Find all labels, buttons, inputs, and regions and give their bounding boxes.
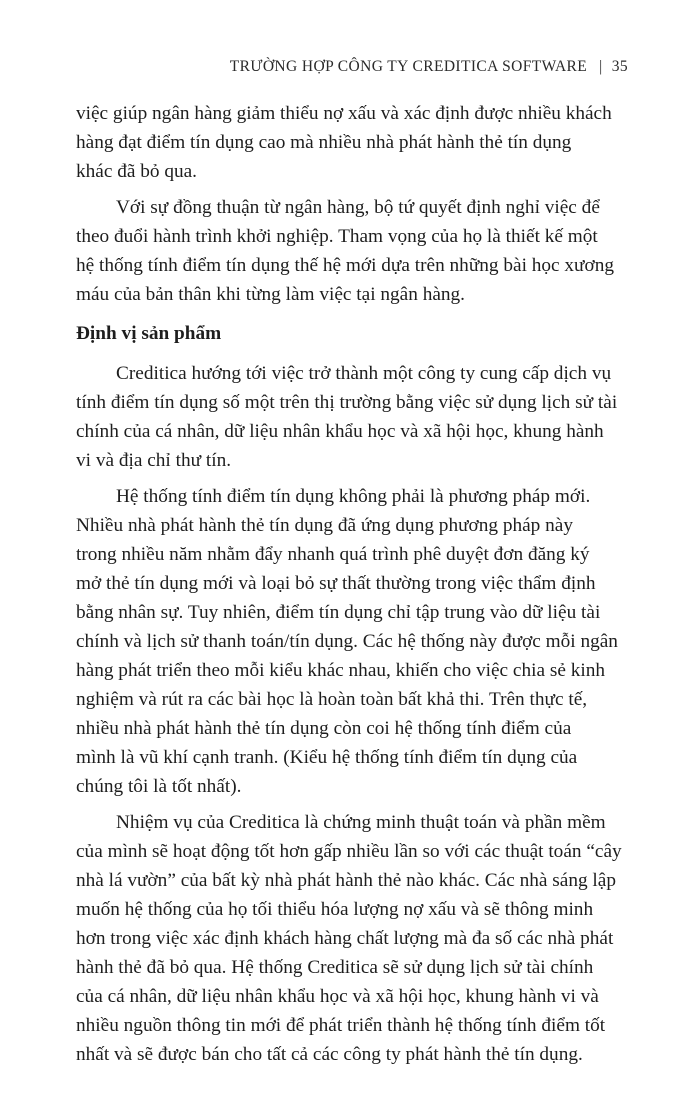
text-line: chính và lịch sử thanh toán/tín dụng. Các hệ thống này được mỗi ngân [76,631,618,652]
text-line: nghiệm và rút ra các bài học là hoàn toàn bất khả thi. Trên thực tế, [76,689,588,710]
text-line: mở thẻ tín dụng mới và loại bỏ sự thất thường trong việc thẩm định [76,573,596,594]
header-separator: | [599,58,603,75]
text-line: muốn hệ thống của họ tối thiểu hóa lượng nợ xấu và sẽ thông minh [76,899,594,920]
text-line: trong nhiều năm nhằm đẩy nhanh quá trình phê duyệt đơn đăng ký [76,544,590,565]
text-line: chúng tôi là tốt nhất). [76,776,242,797]
text-line: nhiều nhà phát hành thẻ tín dụng còn coi hệ thống tính điểm của [76,718,572,739]
text-line: Với sự đồng thuận từ ngân hàng, bộ tứ quyết định nghỉ việc để [116,197,600,218]
running-header [230,58,628,76]
text-line: vi và địa chỉ thư tín. [76,450,232,471]
paragraph [76,193,631,309]
text-line: máu của bản thân khi từng làm việc tại ngân hàng. [76,284,465,305]
text-line: hàng đạt điểm tín dụng cao mà nhiều nhà phát hành thẻ tín dụng [76,132,572,153]
text-line: Creditica hướng tới việc trở thành một công ty cung cấp dịch vụ [116,363,612,384]
text-line: khác đã bỏ qua. [76,161,197,182]
text-line: theo đuổi hành trình khởi nghiệp. Tham vọng của họ là thiết kế một [76,226,598,247]
paragraph [76,482,631,801]
text-line: nhất và sẽ được bán cho tất cả các công ty phát hành thẻ tín dụng. [76,1044,583,1065]
text-line: Nhiệm vụ của Creditica là chứng minh thuật toán và phần mềm [116,812,606,833]
text-line: hàng phát triển theo mỗi kiểu khác nhau, khiến cho việc chia sẻ kinh [76,660,606,681]
text-line: Hệ thống tính điểm tín dụng không phải là phương pháp mới. [116,486,591,507]
page-number: 35 [611,58,628,75]
text-line: tính điểm tín dụng số một trên thị trường bằng việc sử dụng lịch sử tài [76,392,618,413]
paragraph [76,99,631,186]
body-text [76,99,631,1076]
section-heading: Định vị sản phẩm [76,323,222,344]
text-line: hành thẻ đã bỏ qua. Hệ thống Creditica sẽ sử dụng lịch sử tài chính [76,957,594,978]
text-line: hơn trong việc xác định khách hàng chất lượng mà đa số các nhà phát [76,928,614,949]
text-line: của cá nhân, dữ liệu nhân khẩu học và xã hội học, khung hành vi và [76,986,599,1007]
text-line: bằng nhân sự. Tuy nhiên, điểm tín dụng chỉ tập trung vào dữ liệu tài [76,602,601,623]
text-line: chính của cá nhân, dữ liệu nhân khẩu học và xã hội học, khung hành [76,421,604,442]
text-line: hệ thống tính điểm tín dụng thế hệ mới dựa trên những bài học xương [76,255,614,276]
text-line: mình là vũ khí cạnh tranh. (Kiểu hệ thống tính điểm tín dụng của [76,747,578,768]
text-line: nhà lá vườn” của bất kỳ nhà phát hành thẻ nào khác. Các nhà sáng lập [76,870,616,891]
paragraph [76,808,631,1069]
text-line: Nhiều nhà phát hành thẻ tín dụng đã ứng dụng phương pháp này [76,515,573,536]
chapter-title: TRƯỜNG HỢP CÔNG TY CREDITICA SOFTWARE [229,58,588,75]
text-line: việc giúp ngân hàng giảm thiểu nợ xấu và xác định được nhiều khách [76,103,612,124]
text-line: nhiều nguồn thông tin mới để phát triển thành hệ thống tính điểm tốt [76,1015,606,1036]
paragraph [76,359,631,475]
text-line: của mình sẽ hoạt động tốt hơn gấp nhiều lần so với các thuật toán “cây [76,841,622,862]
